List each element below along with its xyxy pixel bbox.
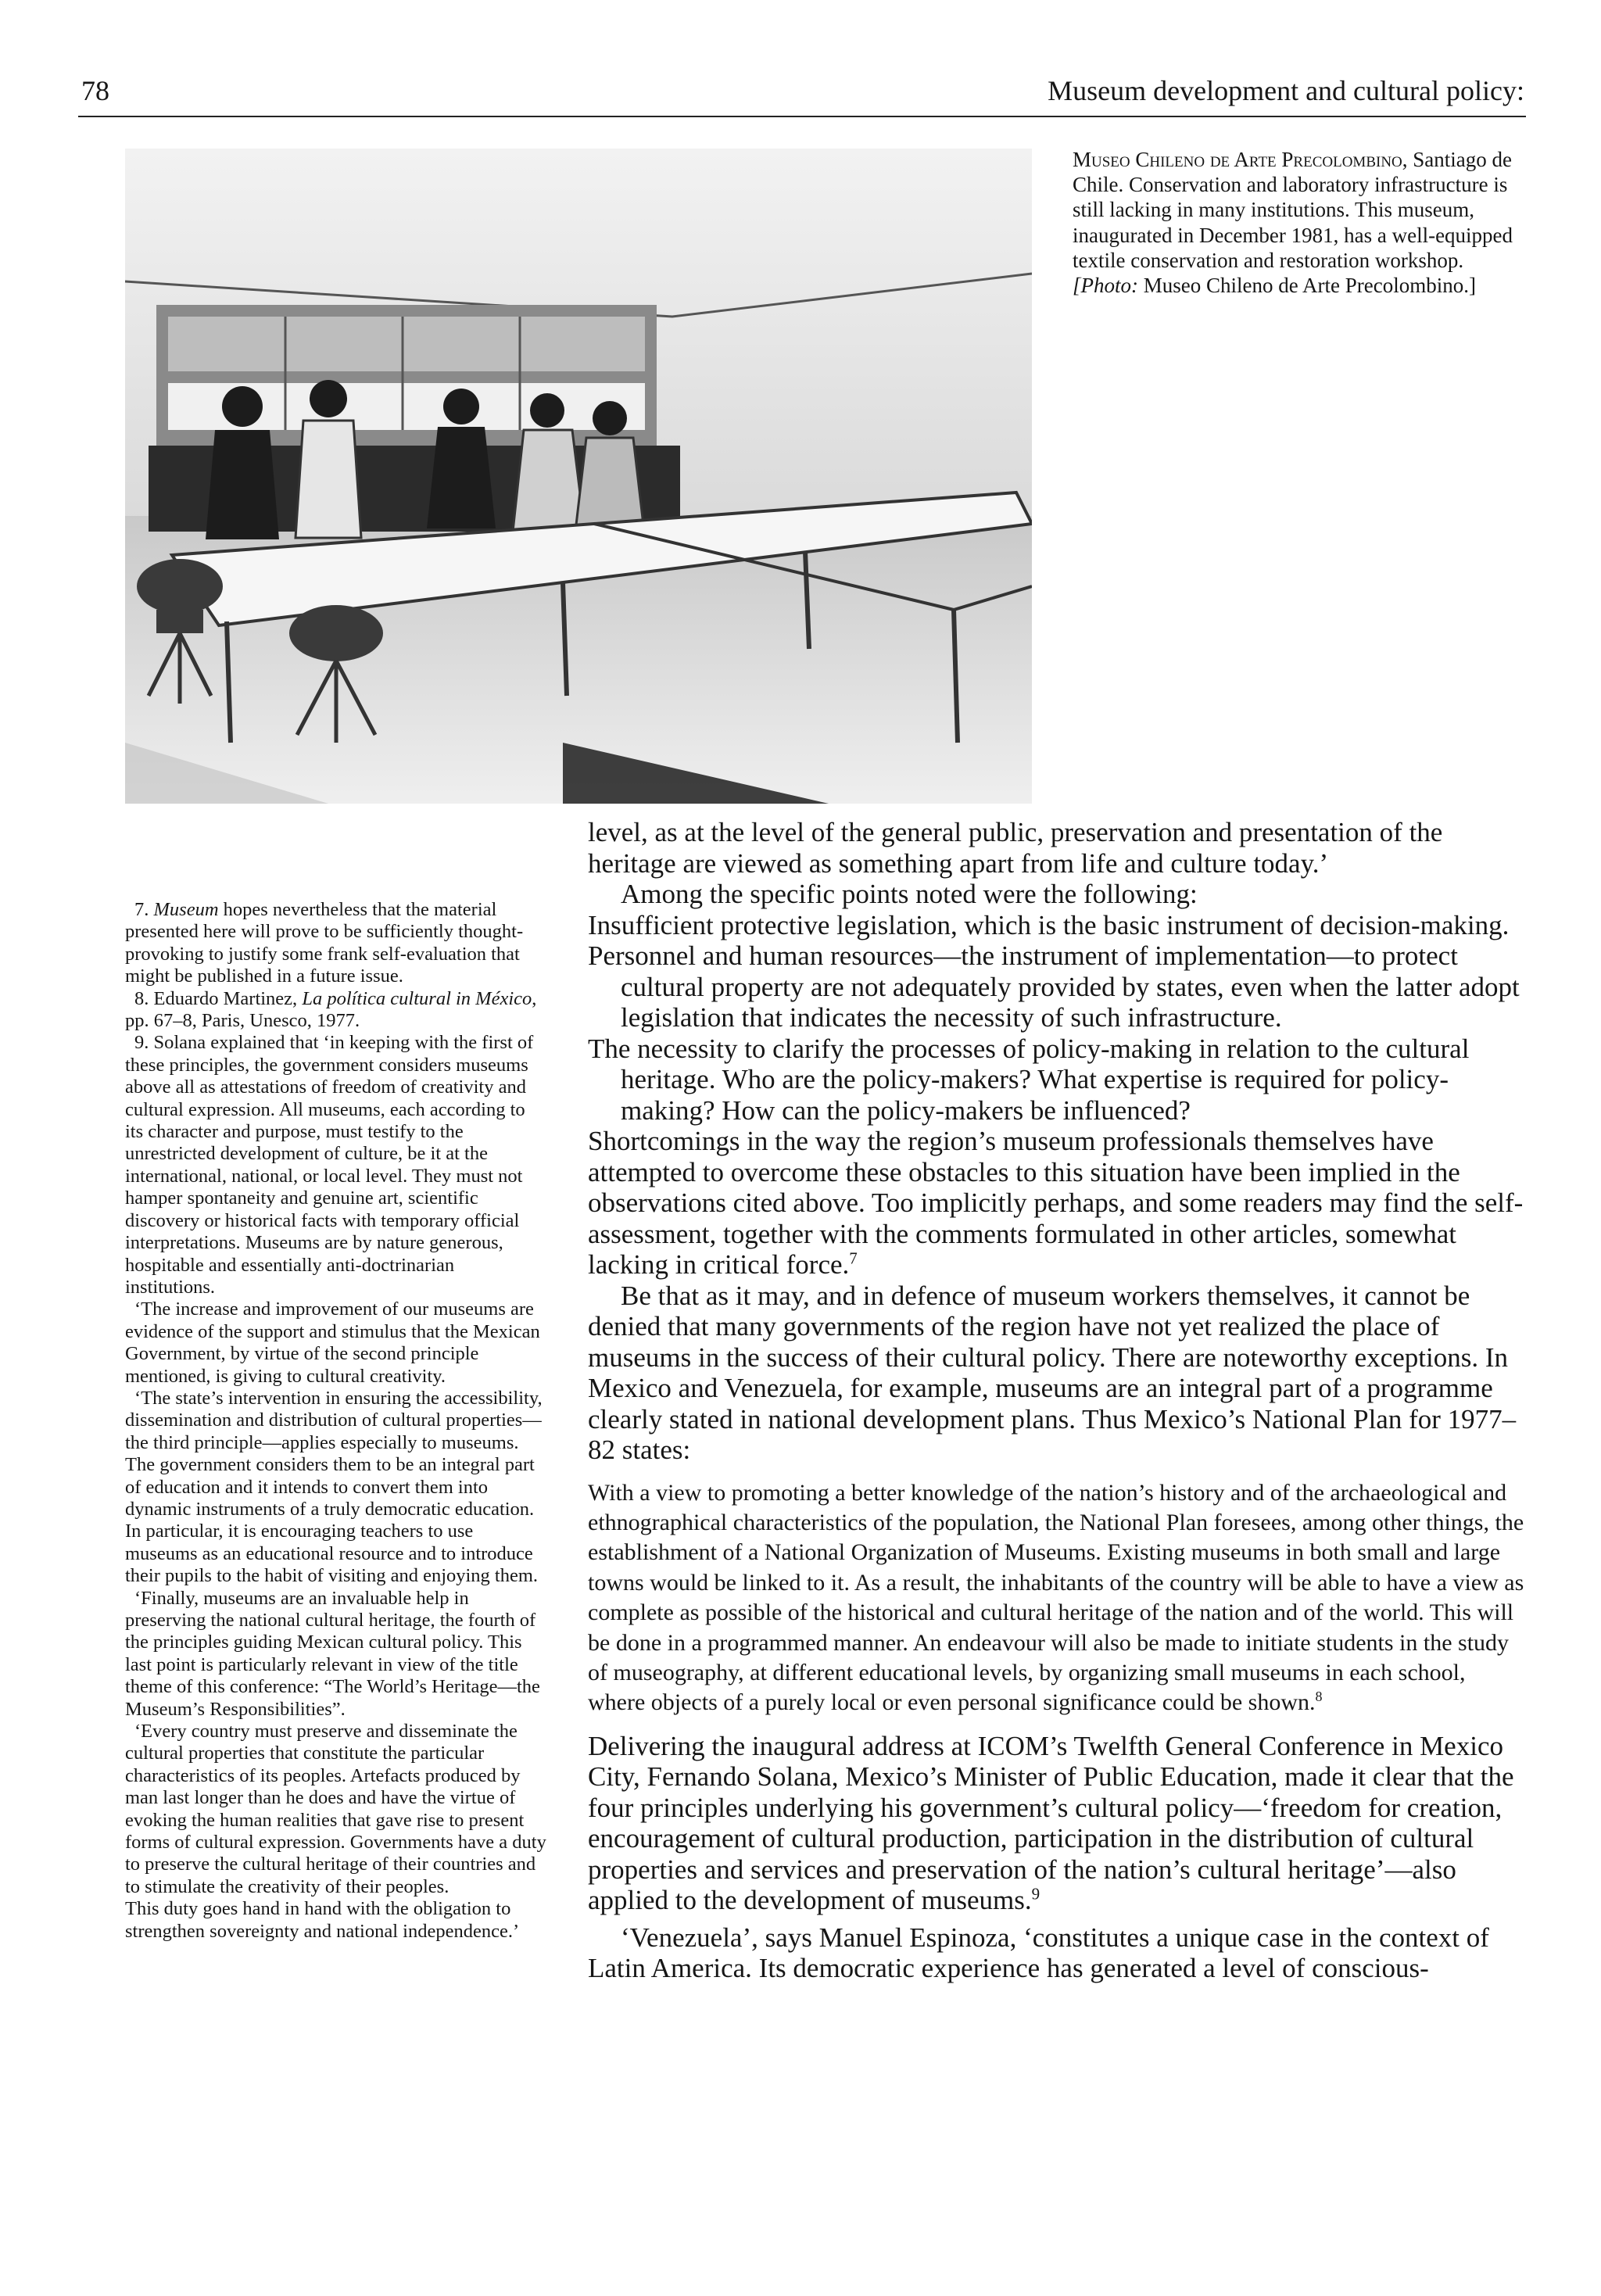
running-title: Museum development and cultural policy: xyxy=(1048,75,1524,106)
list-item-legislation: Insufficient protective legislation, which is the basic instrument of decision-making. xyxy=(588,909,1510,940)
footnote-ref-9: 9 xyxy=(1031,1884,1040,1904)
body-paragraph-5-text: Delivering the inaugural address at ICOM’s Twelfth General Conference in Mexico City, Fernando Solana, Mexico’s Minister of Public Education, made it clear that the four principles underlying his government’s cultural policy—‘freedom for creation, encouragement of cultural production, participation in the distribution of cultural properties and services and preservation of the nation’s cultural heritage’—also applied to the development of museums. xyxy=(588,1730,1514,1916)
caption-title: Museo Chileno de Arte Precolombino, xyxy=(1073,148,1408,171)
footnote-8-title: La política cultural in México xyxy=(302,987,532,1009)
body-paragraph-5 xyxy=(588,1731,1526,1916)
footnote-9-paragraph-2: ‘The increase and improvement of our museums are evidence of the support and stimulus that the Mexican Government, by virtue of the second principle mentioned, is giving to cultural creativity. xyxy=(125,1298,540,1387)
workshop-photo xyxy=(125,149,1032,804)
footnote-ref-7: 7 xyxy=(849,1248,858,1268)
block-quote-text: With a view to promoting a better knowledge of the nation’s history and of the archaeological and ethnographical characteristics of the population, the National Plan foresees, among other things, the establishment of a National Organization of Museums. Existing museums in both small and large towns would be linked to it. As a result, the inhabitants of the country will be able to have a view as complete as possible of the historical and cultural heritage of the nation and of the world. This will be done in a programmed manner. An endeavour will also be made to initiate students in the study of museography, at different educational levels, by organizing small museums in each school, where objects of a purely local or even personal significance could be shown. xyxy=(588,1479,1524,1716)
caption-credit-label: [Photo: xyxy=(1073,274,1138,298)
body-paragraph-4: Be that as it may, and in defence of museum workers themselves, it cannot be denied that many governments of the region have not yet realized the place of museums in the success of their cultural policy. There are noteworthy exceptions. In Mexico and Venezuela, for example, museums are an integral part of a programme clearly stated in national development plans. Thus Mexico’s National Plan for 1977–82 states: xyxy=(588,1280,1517,1465)
photograph-icon xyxy=(125,149,1032,804)
body-paragraph-2: Among the specific points noted were the following: xyxy=(621,879,1198,909)
page-number: 78 xyxy=(81,75,109,106)
footnote-8-author: Eduardo Martinez, xyxy=(149,987,303,1009)
list-item-personnel: Personnel and human resources—the instrument of implementation—to protect cultural property are not adequately provided by states, even when the latter adopt legislation that indicates the necessity of such infrastructure. xyxy=(588,940,1520,1033)
list-item-policy-making: The necessity to clarify the processes of policy-making in relation to the cultural heritage. Who are the policy-makers? What expertise is required for policy-making? How can the policy-makers be influenced? xyxy=(588,1033,1470,1126)
footnote-7-number: 7. xyxy=(134,899,149,920)
footnote-9-paragraph-3: ‘The state’s intervention in ensuring the accessibility, dissemination and distribution of cultural properties—the third principle—applies especially to museums. The government considers them to be an integral part of education and it intends to convert them into dynamic instruments of a truly democratic education. In particular, it is encouraging teachers to use museums as an educational resource and to introduce their pupils to the habit of visiting and enjoying them. xyxy=(125,1387,543,1587)
photo-caption xyxy=(1073,147,1534,298)
block-quote xyxy=(588,1478,1526,1718)
footnote-9-text: Solana explained that ‘in keeping with the first of these principles, the government considers museums above all as attestations of freedom of creativity and cultural expression. All museums, each according to its character and purpose, must testify to the unrestricted development of culture, be it at the international, national, or local level. They must not hamper spontaneity and genuine art, scientific discovery or historical facts with temporary official interpretations. Museums are by nature generous, hospitable and essentially anti-doctrinarian institutions. xyxy=(125,1032,534,1298)
footnote-9-number: 9. xyxy=(134,1032,149,1054)
caption-text: Santiago de Chile. Conservation and laboratory infrastructure is still lacking in many institutions. This museum, inaugurated in December 1981, has a well-equipped textile conservation and restoration workshop. xyxy=(1073,148,1513,272)
caption-credit xyxy=(1073,273,1534,298)
footnote-9-paragraph-5: ‘Every country must preserve and disseminate the cultural properties that constitute the particular characteristics of its peoples. Artefacts produced by man last longer than he does and have the virtue of evoking the human realities that gave rise to present forms of cultural expression. Governments have a duty to preserve the cultural heritage of their countries and to stimulate the creativity of their peoples. xyxy=(125,1721,546,1897)
footnotes xyxy=(125,899,547,1943)
footnote-8-number: 8. xyxy=(134,987,149,1009)
footnote-9-paragraph-6: This duty goes hand in hand with the obligation to strengthen sovereignty and national independence.’ xyxy=(125,1898,520,1942)
footnote-7-text: hopes nevertheless that the material presented here will prove to be sufficiently thought-provoking to justify some frank self-evaluation that might be published in a future issue. xyxy=(125,899,524,987)
body-paragraph-3-text: Shortcomings in the way the region’s museum professionals themselves have attempted to overcome these obstacles to this situation have been implied in the observations cited above. Too implicitly perhaps, and some readers may find the self-assessment, together with the comments formulated in other articles, somewhat lacking in critical force. xyxy=(588,1126,1524,1280)
body-paragraph-3 xyxy=(588,1126,1526,1281)
footnote-9 xyxy=(125,1032,547,1298)
body-paragraph-1: level, as at the level of the general public, preservation and presentation of the heritage are viewed as something apart from life and culture today.’ xyxy=(588,817,1443,879)
body-paragraph-6: ‘Venezuela’, says Manuel Espinoza, ‘constitutes a unique case in the context of Latin America. Its democratic experience has generated a level of conscious- xyxy=(588,1922,1489,1984)
footnote-8-rest: , pp. 67–8, Paris, Unesco, 1977. xyxy=(125,987,537,1032)
footnote-ref-8: 8 xyxy=(1315,1689,1323,1705)
body-text xyxy=(588,817,1526,1984)
caption-credit-text: Museo Chileno de Arte Precolombino.] xyxy=(1138,274,1476,298)
footnote-9-paragraph-4: ‘Finally, museums are an invaluable help in preserving the national cultural heritage, the fourth of the principles guiding Mexican cultural policy. This last point is particularly relevant in view of the title theme of this conference: “The World’s Heritage—the Museum’s Responsibilities”. xyxy=(125,1587,540,1720)
footnote-7-italic: Museum xyxy=(153,899,219,920)
caption-paragraph xyxy=(1073,147,1534,273)
footnote-8 xyxy=(125,988,547,1033)
footnote-7 xyxy=(125,899,547,988)
header-rule xyxy=(78,116,1526,117)
